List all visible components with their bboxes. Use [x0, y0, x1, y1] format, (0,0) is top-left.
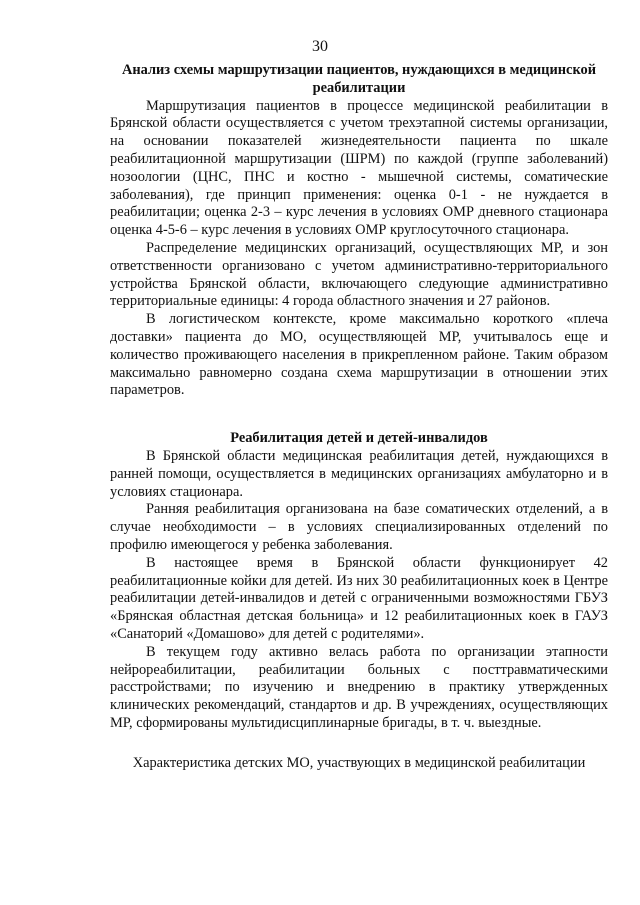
- paragraph: В текущем году активно велась работа по организации этапности нейрореабилитации, реабилитации больных с посттравматическими расстройствами; по изучению и внедрению в практику утвержденных клинических рекомендаций, стандартов и др. В учреждениях, осуществляющих МР, сформированы мультидисциплинарные бригады, в т. ч. выездные.: [110, 643, 608, 731]
- table-caption: Характеристика детских МО, участвующих в медицинской реабилитации: [132, 754, 586, 771]
- document-body: [110, 62, 608, 772]
- section-spacer: [110, 400, 608, 430]
- paragraph: В логистическом контексте, кроме максимально короткого «плеча доставки» пациента до МО, осуществляющей МР, учитывалось еще и количество проживающего населения в прикрепленном районе. Таким образом максимально равномерно создана схема маршрутизации в отношении этих параметров.: [110, 311, 608, 399]
- paragraph: Ранняя реабилитация организована на базе соматических отделений, а в случае необходимости – в условиях специализированных отделений по профилю имеющегося у ребенка заболевания.: [110, 501, 608, 553]
- paragraph: Маршрутизация пациентов в процессе медицинской реабилитации в Брянской области осуществляется с учетом трехэтапной системы организации, на основании показателей жизнедеятельности пациента по шкале реабилитационной маршрутизации (ШРМ) по каждой (группе заболеваний) нозоологии (ЦНС, ПНС и костно - мышечной системы, соматические заболевания), где принцип применения: оценка 0-1 - не нуждается в реабилитации; оценка 2-3 – курс лечения в условиях ОМР дневного стационара оценка 4-5-6 – курс лечения в условиях ОМР круглосуточного стационара.: [110, 97, 608, 239]
- paragraph: В настоящее время в Брянской области функционирует 42 реабилитационные койки для детей. Из них 30 реабилитационных коек в Центре реабилитации детей-инвалидов и детей с ограниченными возможностями ГБУЗ «Брянская областная детская больница» и 12 реабилитационных коек в ГАУЗ «Санаторий «Домашово» для детей с родителями».: [110, 554, 608, 642]
- section-heading-children-rehab: Реабилитация детей и детей-инвалидов: [230, 430, 488, 447]
- section-heading-routing: Анализ схемы маршрутизации пациентов, нуждающихся в медицинской реабилитации: [121, 62, 597, 96]
- section-spacer: [110, 733, 608, 755]
- paragraph: Распределение медицинских организаций, осуществляющих МР, и зон ответственности организовано с учетом административно-территориального устройства Брянской области, включающего следующие административно территориальные единицы: 4 города областного значения и 27 районов.: [110, 239, 608, 310]
- paragraph: В Брянской области медицинская реабилитация детей, нуждающихся в ранней помощи, осуществляется в медицинских организациях амбулаторно и в условиях стационара.: [110, 447, 608, 500]
- page-number: 30: [312, 38, 328, 55]
